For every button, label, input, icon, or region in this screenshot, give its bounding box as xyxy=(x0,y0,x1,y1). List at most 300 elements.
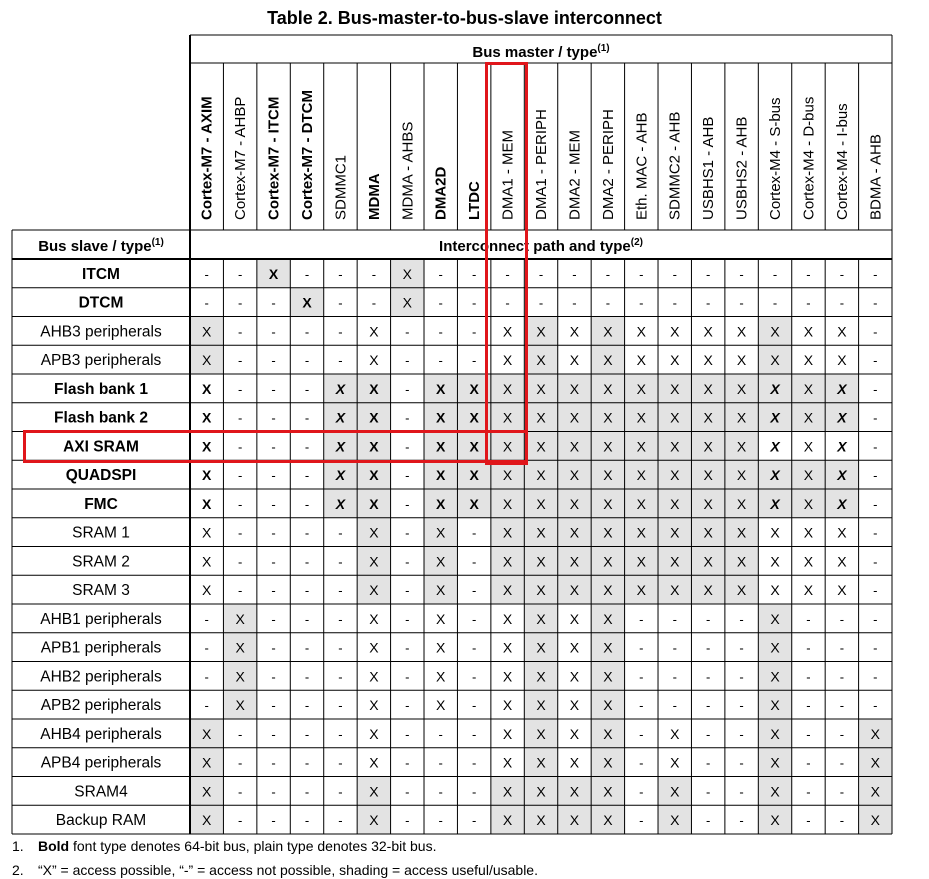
cell-value: X xyxy=(469,380,479,397)
cell-value: - xyxy=(639,698,644,714)
cell-value: X xyxy=(436,409,446,426)
cell-value: X xyxy=(603,524,613,541)
cell-value: X xyxy=(369,467,379,484)
cell-value: - xyxy=(839,295,845,311)
cell-value: - xyxy=(705,640,711,656)
cell-value: - xyxy=(873,353,878,369)
cell-value: - xyxy=(873,554,878,570)
footnote-2-number: 2. xyxy=(12,862,24,878)
cell-value: - xyxy=(338,640,343,656)
cell-value: - xyxy=(471,669,477,685)
cell-value: X xyxy=(335,380,346,397)
cell-value: X xyxy=(837,438,847,455)
cell-value: - xyxy=(505,295,510,311)
cell-value: - xyxy=(271,611,276,627)
cell-value: X xyxy=(670,323,680,340)
cell-value: - xyxy=(672,266,677,282)
cell-value: X xyxy=(569,812,580,829)
cell-value: - xyxy=(204,611,209,627)
cell-value: X xyxy=(670,409,680,426)
table-title: Table 2. Bus-master-to-bus-slave interconnect xyxy=(267,8,662,28)
cell-value: X xyxy=(536,754,546,771)
cell-value: - xyxy=(405,554,410,570)
cell-value: - xyxy=(873,468,878,484)
cell-value: - xyxy=(304,324,310,340)
cell-value: - xyxy=(873,439,878,455)
cell-value: X xyxy=(502,495,513,512)
cell-value: X xyxy=(837,323,847,340)
cell-value: - xyxy=(873,669,878,685)
cell-value: X xyxy=(636,352,646,369)
footnote-2-text: “X” = access possible, “-” = access not possible, shading = access useful/usable. xyxy=(38,862,538,878)
cell-value: X xyxy=(803,495,814,512)
cell-value: X xyxy=(502,409,513,426)
cell-value: X xyxy=(770,352,780,369)
cell-value: - xyxy=(271,381,276,397)
cell-value: - xyxy=(271,813,276,829)
cell-value: X xyxy=(569,725,580,742)
cell-value: X xyxy=(803,438,814,455)
cell-value: X xyxy=(569,467,580,484)
cell-value: X xyxy=(202,352,212,369)
slave-label: DTCM xyxy=(78,294,124,312)
slave-label: APB3 peripherals xyxy=(40,352,162,370)
cell-value: - xyxy=(338,525,343,541)
cell-value: X xyxy=(569,409,580,426)
master-label: DMA2D xyxy=(432,166,450,220)
cell-value: - xyxy=(338,266,343,282)
cell-value: X xyxy=(502,352,513,369)
cell-value: X xyxy=(569,639,580,656)
footnote-1-text: font type denotes 64-bit bus, plain type denotes 32-bit bus. xyxy=(69,838,437,854)
cell-value: - xyxy=(605,266,611,282)
cell-value: - xyxy=(639,640,644,656)
cell-value: X xyxy=(369,582,379,599)
cell-value: - xyxy=(471,726,477,742)
cell-value: - xyxy=(639,295,644,311)
cell-value: - xyxy=(304,640,310,656)
cell-value: X xyxy=(202,467,212,484)
cell-value: - xyxy=(873,583,878,599)
cell-value: X xyxy=(502,697,513,714)
cell-value: - xyxy=(405,755,410,771)
cell-value: - xyxy=(705,266,711,282)
cell-value: - xyxy=(806,784,811,800)
cell-value: - xyxy=(438,726,443,742)
cell-value: X xyxy=(502,524,513,541)
cell-value: X xyxy=(569,610,580,627)
cell-value: - xyxy=(237,784,243,800)
cell-value: X xyxy=(369,495,379,512)
slave-label: AHB1 peripherals xyxy=(40,610,162,628)
cell-value: X xyxy=(569,783,580,800)
cell-value: X xyxy=(837,495,847,512)
cell-value: X xyxy=(603,812,613,829)
cell-value: - xyxy=(405,381,410,397)
cell-value: X xyxy=(502,783,513,800)
cell-value: X xyxy=(469,438,479,455)
cell-value: X xyxy=(837,582,847,599)
cell-value: - xyxy=(304,611,310,627)
cell-value: X xyxy=(502,812,513,829)
cell-value: X xyxy=(369,323,379,340)
cell-value: - xyxy=(705,755,711,771)
cell-value: X xyxy=(670,495,680,512)
cell-value: X xyxy=(436,610,446,627)
cell-value: X xyxy=(703,380,713,397)
cell-value: - xyxy=(304,554,310,570)
slave-label: APB4 peripherals xyxy=(40,754,162,772)
cell-value: - xyxy=(538,266,544,282)
cell-value: - xyxy=(873,525,878,541)
cell-value: X xyxy=(736,553,747,570)
cell-value: - xyxy=(304,726,310,742)
slave-label: FMC xyxy=(84,495,118,513)
cell-value: - xyxy=(739,784,744,800)
cell-value: X xyxy=(670,783,680,800)
cell-value: X xyxy=(603,553,613,570)
cell-value: - xyxy=(806,640,811,656)
cell-value: X xyxy=(202,409,212,426)
cell-value: - xyxy=(873,640,878,656)
cell-value: X xyxy=(837,553,847,570)
cell-value: X xyxy=(603,639,613,656)
cell-value: - xyxy=(705,295,711,311)
slave-label: SRAM 3 xyxy=(72,582,130,600)
footnote-1-bold: Bold xyxy=(38,838,70,854)
slave-label: SRAM 2 xyxy=(72,553,130,571)
cell-value: X xyxy=(436,495,446,512)
cell-value: - xyxy=(873,611,878,627)
master-label: SDMMC2 - AHB xyxy=(666,111,684,220)
cell-value: X xyxy=(402,265,412,282)
cell-value: - xyxy=(338,324,343,340)
master-label: Cortex-M7 - ITCM xyxy=(265,96,283,220)
master-label: DMA1 - PERIPH xyxy=(533,109,551,220)
cell-value: X xyxy=(502,323,513,340)
cell-value: - xyxy=(471,784,477,800)
cell-value: X xyxy=(803,323,814,340)
cell-value: X xyxy=(369,352,379,369)
cell-value: X xyxy=(302,294,312,311)
cell-value: - xyxy=(405,410,410,426)
cell-value: X xyxy=(736,380,747,397)
cell-value: - xyxy=(304,525,310,541)
cell-value: - xyxy=(405,726,410,742)
cell-value: - xyxy=(304,755,310,771)
cell-value: - xyxy=(806,726,811,742)
cell-value: - xyxy=(471,698,477,714)
cell-value: X xyxy=(502,438,513,455)
cell-value: - xyxy=(572,295,577,311)
cell-value: X xyxy=(436,639,446,656)
cell-value: X xyxy=(436,582,446,599)
cell-value: X xyxy=(536,438,546,455)
cell-value: - xyxy=(639,813,644,829)
cell-value: - xyxy=(806,611,811,627)
cell-value: X xyxy=(770,553,780,570)
cell-value: X xyxy=(335,467,346,484)
cell-value: X xyxy=(268,265,279,282)
cell-value: X xyxy=(202,524,212,541)
cell-value: X xyxy=(770,812,780,829)
cell-value: - xyxy=(873,698,878,714)
cell-value: - xyxy=(639,611,644,627)
cell-value: X xyxy=(670,553,680,570)
cell-value: - xyxy=(806,669,811,685)
cell-value: X xyxy=(536,323,546,340)
cell-value: X xyxy=(603,697,613,714)
cell-value: - xyxy=(639,669,644,685)
cell-value: - xyxy=(705,813,711,829)
cell-value: - xyxy=(538,295,544,311)
cell-value: X xyxy=(369,754,379,771)
cell-value: - xyxy=(405,640,410,656)
cell-value: X xyxy=(536,697,546,714)
cell-value: - xyxy=(438,784,443,800)
cell-value: - xyxy=(405,353,410,369)
cell-value: - xyxy=(672,640,677,656)
cell-value: X xyxy=(235,610,245,627)
cell-value: X xyxy=(770,524,780,541)
cell-value: X xyxy=(569,323,580,340)
cell-value: - xyxy=(405,669,410,685)
cell-value: X xyxy=(803,409,814,426)
cell-value: - xyxy=(304,698,310,714)
cell-value: X xyxy=(569,495,580,512)
cell-value: - xyxy=(739,698,744,714)
cell-value: X xyxy=(703,323,713,340)
master-label: DMA1 - MEM xyxy=(499,130,517,220)
cell-value: X xyxy=(369,438,379,455)
cell-value: X xyxy=(670,725,680,742)
cell-value: - xyxy=(338,698,343,714)
master-label: DMA2 - MEM xyxy=(566,130,584,220)
cell-value: - xyxy=(739,669,744,685)
master-label: MDMA xyxy=(365,173,383,220)
cell-value: - xyxy=(237,295,243,311)
cell-value: - xyxy=(237,583,243,599)
cell-value: X xyxy=(469,495,479,512)
cell-value: X xyxy=(536,812,546,829)
cell-value: - xyxy=(471,611,477,627)
cell-value: - xyxy=(237,381,243,397)
cell-value: - xyxy=(338,353,343,369)
cell-value: X xyxy=(502,725,513,742)
master-label: Cortex-M7 - AHBP xyxy=(232,96,250,220)
cell-value: - xyxy=(304,669,310,685)
cell-value: X xyxy=(335,495,346,512)
master-label: DMA2 - PERIPH xyxy=(599,109,617,220)
cell-value: - xyxy=(672,698,677,714)
cell-value: X xyxy=(770,725,780,742)
cell-value: - xyxy=(271,698,276,714)
cell-value: - xyxy=(271,554,276,570)
cell-value: X xyxy=(837,380,847,397)
cell-value: X xyxy=(770,380,780,397)
cell-value: - xyxy=(639,726,644,742)
cell-value: - xyxy=(204,669,209,685)
cell-value: X xyxy=(770,697,780,714)
cell-value: - xyxy=(739,813,744,829)
footnote-1 xyxy=(12,838,436,854)
cell-value: X xyxy=(436,524,446,541)
cell-value: - xyxy=(806,755,811,771)
cell-value: - xyxy=(237,525,243,541)
cell-value: X xyxy=(703,495,713,512)
cell-value: X xyxy=(469,409,479,426)
cell-value: - xyxy=(271,525,276,541)
cell-value: X xyxy=(469,467,479,484)
cell-value: - xyxy=(237,410,243,426)
cell-value: X xyxy=(436,668,446,685)
cell-value: X xyxy=(736,524,747,541)
cell-value: - xyxy=(739,295,744,311)
cell-value: X xyxy=(603,495,613,512)
cell-value: - xyxy=(237,755,243,771)
cell-value: - xyxy=(204,295,209,311)
cell-value: - xyxy=(237,554,243,570)
cell-value: - xyxy=(672,611,677,627)
cell-value: - xyxy=(405,468,410,484)
cell-value: X xyxy=(803,380,814,397)
cell-value: X xyxy=(369,639,379,656)
master-label: Cortex-M4 - D-bus xyxy=(800,96,818,220)
cell-value: - xyxy=(338,726,343,742)
cell-value: X xyxy=(603,754,613,771)
cell-value: - xyxy=(839,755,845,771)
slave-label: ITCM xyxy=(82,265,120,283)
cell-value: - xyxy=(338,755,343,771)
cell-value: - xyxy=(873,496,878,512)
cell-value: - xyxy=(471,324,477,340)
cell-value: X xyxy=(369,409,379,426)
cell-value: - xyxy=(471,353,477,369)
cell-value: - xyxy=(705,726,711,742)
master-label: BDMA - AHB xyxy=(867,134,885,220)
cell-value: - xyxy=(772,295,778,311)
cell-value: X xyxy=(202,812,212,829)
cell-value: X xyxy=(569,524,580,541)
cell-value: - xyxy=(705,611,711,627)
cell-value: X xyxy=(569,352,580,369)
cell-value: X xyxy=(670,582,680,599)
cell-value: X xyxy=(202,495,212,512)
cell-value: X xyxy=(202,380,212,397)
cell-value: X xyxy=(736,582,747,599)
slave-label: SRAM4 xyxy=(74,783,128,801)
slave-label: Backup RAM xyxy=(55,812,147,830)
cell-value: X xyxy=(536,639,546,656)
cell-value: - xyxy=(237,266,243,282)
cell-value: X xyxy=(603,352,613,369)
cell-value: - xyxy=(873,324,878,340)
cell-value: - xyxy=(304,468,310,484)
cell-value: X xyxy=(736,495,747,512)
cell-value: - xyxy=(839,669,845,685)
cell-value: - xyxy=(839,640,845,656)
cell-value: - xyxy=(839,726,845,742)
cell-value: X xyxy=(603,467,613,484)
cell-value: X xyxy=(369,697,379,714)
cell-value: - xyxy=(271,755,276,771)
bus-slave-header: Bus slave / type$^{(1)}$ xyxy=(38,237,164,255)
slave-label: AHB2 peripherals xyxy=(40,668,162,686)
cell-value: X xyxy=(536,467,546,484)
cell-value: - xyxy=(806,295,811,311)
cell-value: - xyxy=(705,784,711,800)
cell-value: X xyxy=(870,754,880,771)
interconnect-path-header: Interconnect path and type$^{(2)}$ xyxy=(439,237,643,255)
master-label: Cortex-M7 - AXIM xyxy=(198,96,216,220)
cell-value: X xyxy=(870,725,880,742)
cell-value: - xyxy=(304,353,310,369)
master-label: Eth. MAC - AHB xyxy=(633,112,651,220)
cell-value: - xyxy=(605,295,611,311)
cell-value: - xyxy=(438,813,443,829)
cell-value: X xyxy=(636,380,646,397)
master-label: LTDC xyxy=(466,181,484,220)
slave-label: Flash bank 2 xyxy=(54,409,148,427)
cell-value: - xyxy=(338,813,343,829)
cell-value: X xyxy=(502,467,513,484)
cell-value: - xyxy=(338,554,343,570)
cell-value: X xyxy=(369,812,379,829)
cell-value: X xyxy=(502,553,513,570)
cell-value: X xyxy=(536,380,546,397)
cell-value: - xyxy=(237,468,243,484)
cell-value: - xyxy=(271,410,276,426)
cell-value: X xyxy=(603,380,613,397)
cell-value: X xyxy=(703,524,713,541)
slave-label: SRAM 1 xyxy=(72,524,130,542)
cell-value: - xyxy=(338,583,343,599)
cell-value: - xyxy=(338,669,343,685)
cell-value: - xyxy=(471,583,477,599)
cell-value: X xyxy=(202,438,212,455)
cell-value: X xyxy=(536,409,546,426)
cell-value: - xyxy=(304,496,310,512)
cell-value: X xyxy=(369,380,379,397)
cell-value: X xyxy=(235,639,245,656)
cell-value: X xyxy=(335,409,346,426)
master-label: SDMMC1 xyxy=(332,154,350,220)
cell-value: X xyxy=(803,553,814,570)
cell-value: X xyxy=(603,610,613,627)
cell-value: - xyxy=(639,266,644,282)
cell-value: X xyxy=(636,438,646,455)
cell-value: X xyxy=(202,323,212,340)
cell-value: X xyxy=(369,668,379,685)
cell-value: - xyxy=(237,496,243,512)
cell-value: X xyxy=(369,553,379,570)
cell-value: X xyxy=(703,438,713,455)
cell-value: - xyxy=(739,611,744,627)
cell-value: - xyxy=(271,439,276,455)
slave-label: AXI SRAM xyxy=(63,438,139,456)
cell-value: X xyxy=(536,524,546,541)
cell-value: - xyxy=(271,583,276,599)
cell-value: X xyxy=(736,323,747,340)
cell-value: - xyxy=(705,698,711,714)
cell-value: X xyxy=(569,697,580,714)
cell-value: X xyxy=(736,467,747,484)
cell-value: - xyxy=(438,295,443,311)
cell-value: - xyxy=(639,784,644,800)
cell-value: X xyxy=(569,668,580,685)
cell-value: X xyxy=(502,582,513,599)
cell-value: - xyxy=(739,755,744,771)
